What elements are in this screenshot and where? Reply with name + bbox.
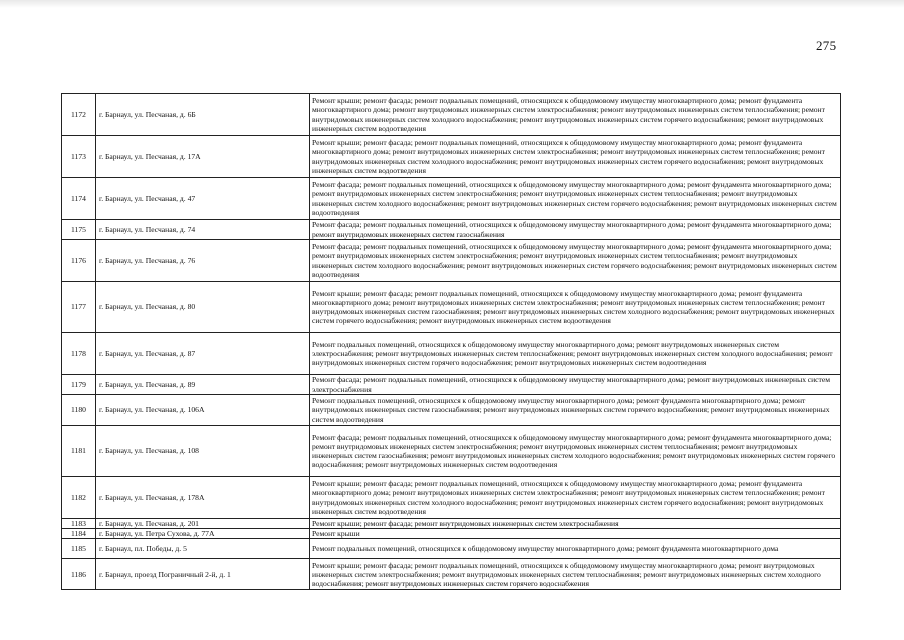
row-number: 1177 xyxy=(62,282,96,333)
row-address: г. Барнаул, ул. Песчаная, д. 106А xyxy=(96,395,310,426)
row-number: 1179 xyxy=(62,375,96,395)
row-address: г. Барнаул, ул. Песчаная, д. 74 xyxy=(96,220,310,240)
repair-works-table xyxy=(61,93,841,590)
row-number: 1180 xyxy=(62,395,96,426)
table-row xyxy=(62,178,841,220)
table-row xyxy=(62,477,841,519)
table-row xyxy=(62,333,841,375)
row-works: Ремонт крыши xyxy=(310,529,841,539)
row-works: Ремонт подвальных помещений, относящихся к общедомовому имуществу многоквартирного дома; ремонт фундамента многоквартирного дома; ремонт внутридомовых инженерных систем газоснабжения; ремонт внутридомовых инженерных систем горячего водоснабжения; ремонт внутридомовых инженерных систем водоотведения xyxy=(310,395,841,426)
table-row xyxy=(62,559,841,590)
table-row xyxy=(62,529,841,539)
page-number: 275 xyxy=(816,38,837,53)
row-address: г. Барнаул, ул. Песчаная, д. 201 xyxy=(96,519,310,529)
row-number: 1186 xyxy=(62,559,96,590)
row-address: г. Барнаул, ул. Песчаная, д. 6Б xyxy=(96,94,310,136)
table-row xyxy=(62,426,841,477)
row-works: Ремонт крыши; ремонт фасада; ремонт подвальных помещений, относящихся к общедомовому имуществу многоквартирного дома; ремонт фундамента многоквартирного дома; ремонт внутридомовых инженерных систем электроснабжения; ремонт внутридомовых инженерных систем теплоснабжения; ремонт внутридомовых инженерных систем холодного водоснабжения; ремонт внутридомовых инженерных систем горячего водоснабжения; ремонт внутридомовых инженерных систем водоотведения xyxy=(310,94,841,136)
table-row xyxy=(62,519,841,529)
row-works: Ремонт фасада; ремонт подвальных помещений, относящихся к общедомовому имуществу многоквартирного дома; ремонт фундамента многоквартирного дома; ремонт внутридомовых инженерных систем электроснабжения; ремонт внутридомовых инженерных систем теплоснабжения; ремонт внутридомовых инженерных систем газоснабжения; ремонт внутридомовых инженерных систем холодного водоснабжения; ремонт внутридомовых инженерных систем горячего водоснабжения; ремонт внутридомовых инженерных систем водоотведения xyxy=(310,426,841,477)
row-works: Ремонт крыши; ремонт фасада; ремонт подвальных помещений, относящихся к общедомовому имуществу многоквартирного дома; ремонт фундамента многоквартирного дома; ремонт внутридомовых инженерных систем электроснабжения; ремонт внутридомовых инженерных систем теплоснабжения; ремонт внутридомовых инженерных систем холодного водоснабжения; ремонт внутридомовых инженерных систем горячего водоснабжения; ремонт внутридомовых инженерных систем водоотведения xyxy=(310,477,841,519)
row-number: 1174 xyxy=(62,178,96,220)
row-number: 1178 xyxy=(62,333,96,375)
row-works: Ремонт фасада; ремонт подвальных помещений, относящихся к общедомовому имуществу многоквартирного дома; ремонт фундамента многоквартирного дома; ремонт внутридомовых инженерных систем электроснабжения; ремонт внутридомовых инженерных систем теплоснабжения; ремонт внутридомовых инженерных систем холодного водоснабжения; ремонт внутридомовых инженерных систем горячего водоснабжения; ремонт внутридомовых инженерных систем водоотведения xyxy=(310,240,841,282)
row-address: г. Барнаул, ул. Песчаная, д. 178А xyxy=(96,477,310,519)
row-number: 1184 xyxy=(62,529,96,539)
row-address: г. Барнаул, ул. Песчаная, д. 87 xyxy=(96,333,310,375)
row-address: г. Барнаул, ул. Песчаная, д. 76 xyxy=(96,240,310,282)
table-row xyxy=(62,282,841,333)
table-row xyxy=(62,220,841,240)
row-address: г. Барнаул, ул. Петра Сухова, д. 77А xyxy=(96,529,310,539)
row-works: Ремонт подвальных помещений, относящихся к общедомовому имуществу многоквартирного дома; ремонт фундамента многоквартирного дома xyxy=(310,539,841,559)
row-address: г. Барнаул, пл. Победы, д. 5 xyxy=(96,539,310,559)
row-number: 1176 xyxy=(62,240,96,282)
row-number: 1182 xyxy=(62,477,96,519)
row-address: г. Барнаул, ул. Песчаная, д. 89 xyxy=(96,375,310,395)
row-number: 1185 xyxy=(62,539,96,559)
row-works: Ремонт крыши; ремонт фасада; ремонт внутридомовых инженерных систем электроснабжения xyxy=(310,519,841,529)
row-address: г. Барнаул, ул. Песчаная, д. 47 xyxy=(96,178,310,220)
row-works: Ремонт фасада; ремонт подвальных помещений, относящихся к общедомовому имуществу многоквартирного дома; ремонт внутридомовых инженерных систем электроснабжения xyxy=(310,375,841,395)
row-address: г. Барнаул, ул. Песчаная, д. 108 xyxy=(96,426,310,477)
row-number: 1172 xyxy=(62,94,96,136)
row-works: Ремонт крыши; ремонт фасада; ремонт подвальных помещений, относящихся к общедомовому имуществу многоквартирного дома; ремонт фундамента многоквартирного дома; ремонт внутридомовых инженерных систем электроснабжения; ремонт внутридомовых инженерных систем теплоснабжения; ремонт внутридомовых инженерных систем холодного водоснабжения; ремонт внутридомовых инженерных систем горячего водоснабжения; ремонт внутридомовых инженерных систем водоотведения xyxy=(310,136,841,178)
row-number: 1183 xyxy=(62,519,96,529)
row-number: 1181 xyxy=(62,426,96,477)
row-works: Ремонт фасада; ремонт подвальных помещений, относящихся к общедомовому имуществу многоквартирного дома; ремонт фундамента многоквартирного дома; ремонт внутридомовых инженерных систем газоснабжения xyxy=(310,220,841,240)
row-works: Ремонт крыши; ремонт фасада; ремонт подвальных помещений, относящихся к общедомовому имуществу многоквартирного дома; ремонт внутридомовых инженерных систем электроснабжения; ремонт внутридомовых инженерных систем теплоснабжения; ремонт внутридомовых инженерных систем холодного водоснабжения; ремонт внутридомовых инженерных систем горячего водоснабжения xyxy=(310,559,841,590)
row-address: г. Барнаул, ул. Песчаная, д. 80 xyxy=(96,282,310,333)
table-row xyxy=(62,539,841,559)
row-works: Ремонт крыши; ремонт фасада; ремонт подвальных помещений, относящихся к общедомовому имуществу многоквартирного дома; ремонт фундамента многоквартирного дома; ремонт внутридомовых инженерных систем электроснабжения; ремонт внутридомовых инженерных систем теплоснабжения; ремонт внутридомовых инженерных систем газоснабжения; ремонт внутридомовых инженерных систем холодного водоснабжения; ремонт внутридомовых инженерных систем горячего водоснабжения; ремонт внутридомовых инженерных систем водоотведения xyxy=(310,282,841,333)
row-works: Ремонт подвальных помещений, относящихся к общедомовому имуществу многоквартирного дома; ремонт внутридомовых инженерных систем электроснабжения; ремонт внутридомовых инженерных систем теплоснабжения; ремонт внутридомовых инженерных систем холодного водоснабжения; ремонт внутридомовых инженерных систем горячего водоснабжения; ремонт внутридомовых инженерных систем водоотведения xyxy=(310,333,841,375)
row-address: г. Барнаул, ул. Песчаная, д. 17А xyxy=(96,136,310,178)
table-row xyxy=(62,395,841,426)
row-number: 1173 xyxy=(62,136,96,178)
table-row xyxy=(62,240,841,282)
table-row xyxy=(62,136,841,178)
row-number: 1175 xyxy=(62,220,96,240)
table-row xyxy=(62,94,841,136)
scan-edge-shadow xyxy=(0,0,904,8)
row-works: Ремонт фасада; ремонт подвальных помещений, относящихся к общедомовому имуществу многоквартирного дома; ремонт фундамента многоквартирного дома; ремонт внутридомовых инженерных систем электроснабжения; ремонт внутридомовых инженерных систем теплоснабжения; ремонт внутридомовых инженерных систем холодного водоснабжения; ремонт внутридомовых инженерных систем горячего водоснабжения; ремонт внутридомовых инженерных систем водоотведения xyxy=(310,178,841,220)
row-address: г. Барнаул, проезд Пограничный 2-й, д. 1 xyxy=(96,559,310,590)
table-row xyxy=(62,375,841,395)
